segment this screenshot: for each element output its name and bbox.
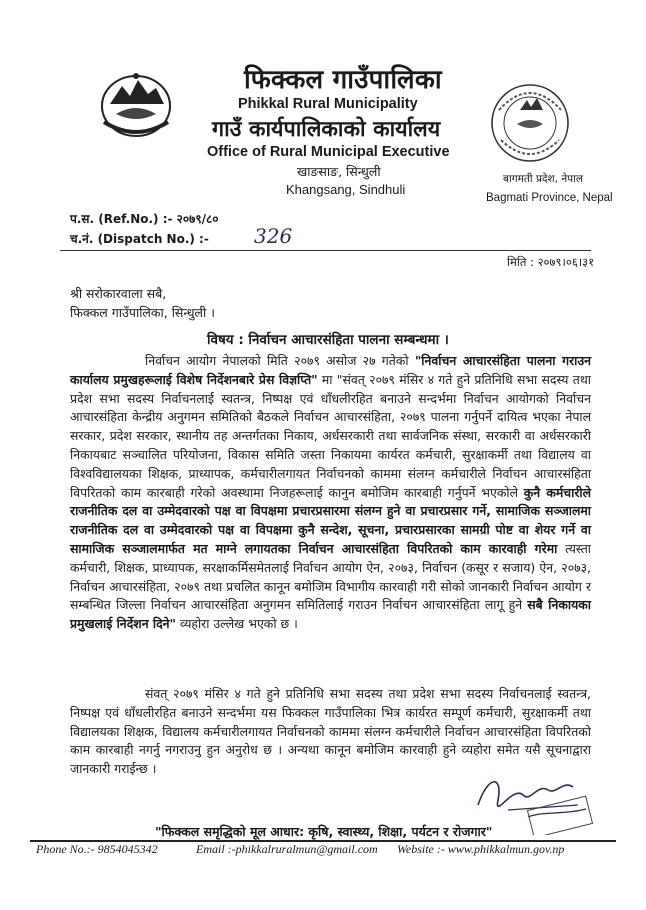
province-english: Bagmati Province, Nepal	[486, 192, 613, 204]
office-name-english: Office of Rural Municipal Executive	[207, 144, 450, 160]
municipality-motto: "फिक्कल समृद्धिको मूल आधार: कृषि, स्वास्थ्य, शिक्षा, पर्यटन र रोजगार"	[155, 824, 493, 839]
office-seal-icon	[487, 80, 573, 166]
footer-email: Email :-phikkalruralmun@gmail.com	[196, 842, 378, 856]
address-english: Khangsang, Sindhuli	[286, 182, 406, 197]
p1-text-g: व्यहोरा उल्लेख भएको छ ।	[176, 616, 298, 632]
province-nepali: बागमती प्रदेश, नेपाल	[503, 173, 583, 185]
address-nepali: खाङसाङ, सिन्धुली	[297, 164, 381, 179]
p1-prohibition: कुनै कर्मचारीले राजनीतिक दल वा उम्मेदवारको पक्ष वा विपक्षमा प्रचारप्रसारमा संलग्न हुने वा प्रचारप्रसार गर्ने, सामाजिक सञ्जालमा राजनीतिक दल वा उम्मेदवारको पक्ष वा विपक्षमा कुनै सन्देश, सूचना, प्रचारप्रसारका सामग्री पोष्ट वा शेयर गर्ने वा सामाजिक सञ्जालमार्फत मत माग्ने लगायतका निर्वाचन आचारसंहिता विपरितको काम कारवाही गरेमा	[70, 484, 591, 556]
subject-line: विषय : निर्वाचन आचारसंहिता पालना सम्बन्धमा ।	[207, 332, 449, 348]
body-paragraph-2: संवत् २०७९ मंसिर ४ गते हुने प्रतिनिधि सभा सदस्य तथा प्रदेश सभा सदस्य निर्वाचनलाई स्वतन्त्र, निष्पक्ष एवं धाँधलीरहित बनाउने सन्दर्भमा यस फिक्कल गाउँपालिका भित्र कार्यरत सम्पूर्ण कर्मचारी, सुरक्षाकर्मी तथा विद्यालयका शिक्षक, विद्यालय कर्मचारीलगायत निर्वाचनको काममा संलग्न कर्मचारीले निर्वाचन आचारसंहिता विपरितको काम कारबाही नगर्नु नगराउनु हुन अनुरोध छ । अन्यथा कानून बमोजिम कारवाही हुने व्यहोरा समेत यसै सूचनाद्वारा जानकारी गराईन्छ ।	[70, 686, 591, 777]
body-paragraph-1	[70, 352, 591, 634]
p1-text-e: त्यस्ता कर्मचारी, शिक्षक, प्राध्यापक, सरक्षाकर्मिसमेतलाई निर्वाचन आयोग ऐन, २०७३, निर्वाचन (कसूर र सजाय) ऐन, २०७३, निर्वाचन आचारसंहिता, २०७९ तथा प्रचलित कानून बमोजिम विभागीय कारवाही गरी सोको जानकारी निर्वाचन आयोग र सम्बन्धित जिल्ला निर्वाचन आचारसंहिता अनुगमन समितिलाई गराउन निर्वाचन आचारसंहिता लागू हुने	[70, 540, 591, 613]
reference-number: प.स. (Ref.No.) :- २०७९/८०	[70, 212, 219, 226]
footer-phone: Phone No.:- 9854045342	[36, 842, 158, 856]
recipient-line-2: फिक्कल गाउँपालिका, सिन्धुली ।	[70, 305, 215, 320]
letter-date: मिति : २०७९।०६।३१	[507, 255, 595, 269]
p1-directive: सबै निकायका प्रमुखलाई निर्देशन दिने"	[70, 597, 591, 632]
dispatch-label: च.नं. (Dispatch No.) :-	[70, 232, 209, 246]
recipient-line-1: श्री सरोकारवाला सबै,	[70, 286, 167, 301]
header-divider	[60, 250, 591, 251]
municipality-name-nepali: फिक्कल गाउँपालिका	[244, 65, 442, 95]
p1-text-c: मा "संवत् २०७९ मंसिर ४ गते हुने प्रतिनिधि सभा सदस्य तथा प्रदेश सभा सदस्य निर्वाचनलाई स्वतन्त्र, निष्पक्ष एवं धाँधलीरहित बनाउने सन्दर्भमा निर्वाचन आयोगको निर्वाचन आचारसंहिता केन्द्रीय अनुगमन समितिको बैठकले निर्वाचन आचारसंहिता, २०७९ पालना गर्नुपर्ने दायित्व भएका नेपाल सरकार, प्रदेश सरकार, स्थानीय तह अन्तर्गतका निकाय, अर्धसरकारी तथा सार्वजनिक संस्था, सरकारी वा अर्धसरकारी निकायबाट सञ्चालित परियोजना, विकास समिति जस्ता निकायमा कार्यरत कर्मचारी, सुरक्षाकर्मी तथा विद्यालय वा विश्वविद्यालयका शिक्षक, प्राध्यापक, कर्मचारीलगायत निर्वाचनको काममा संलग्न कर्मचारीले निर्वाचन आचारसंहिता विपरितको काम कारबाही गरेको अवस्थामा निजहरूलाई कानुन बमोजिम कारबाही गर्नुपर्ने भएकोले	[70, 371, 591, 500]
p1-press-title: "निर्वाचन आचारसंहिता पालना गराउन कार्यालय प्रमुखहरूलाई विशेष निर्देशनबारे प्रेस विज्ञप्ति"	[70, 353, 591, 387]
dispatch-number-handwritten: 326	[254, 224, 293, 248]
nepal-emblem-icon	[96, 64, 176, 144]
office-name-nepali: गाउँ कार्यपालिकाको कार्यालय	[212, 117, 441, 142]
footer-website: Website :- www.phikkalmun.gov.np	[397, 842, 565, 856]
municipality-name-english: Phikkal Rural Municipality	[238, 96, 418, 112]
p1-text-a: निर्वाचन आयोग नेपालको मिति २०७९ असोज २७ गतेको	[145, 353, 415, 368]
